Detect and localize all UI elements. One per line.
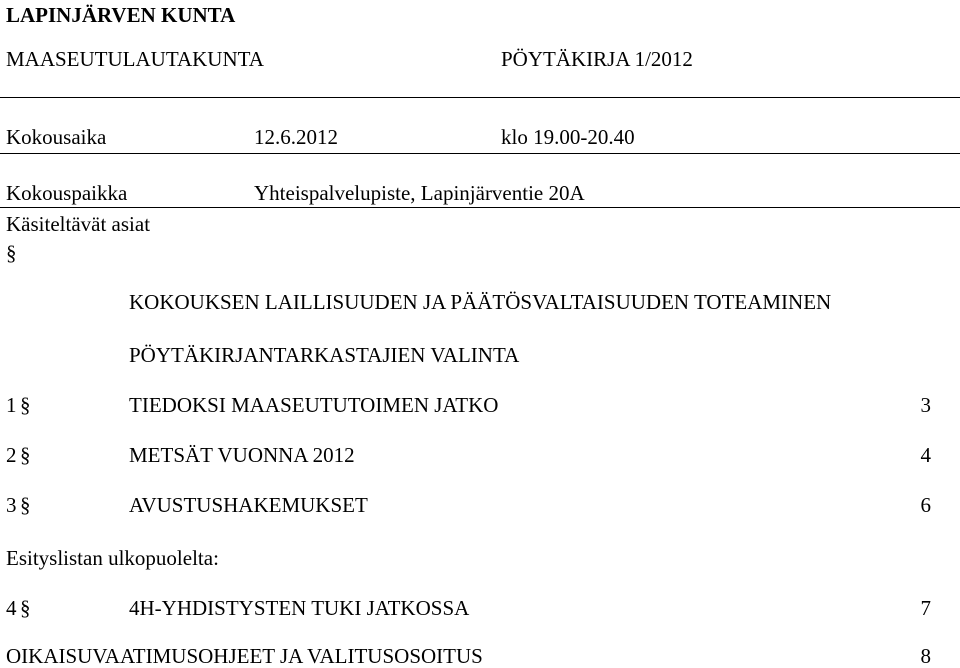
appeal-page: 8: [920, 644, 931, 668]
agenda-item-page: 3: [920, 393, 931, 417]
header-rule: [0, 97, 960, 98]
meeting-time-label: Kokousaika: [6, 125, 107, 149]
agenda-item-number: 4: [6, 596, 17, 620]
agenda-item-page: 7: [920, 596, 931, 620]
meeting-time: klo 19.00-20.40: [501, 125, 635, 149]
agenda-item-number: 2: [6, 443, 17, 467]
place-rule: [0, 207, 960, 208]
time-rule: [0, 153, 960, 154]
appeal-title: OIKAISUVAATIMUSOHJEET JA VALITUSOSOITUS: [6, 644, 483, 668]
agenda-item-number: 1: [6, 393, 17, 417]
meeting-date: 12.6.2012: [254, 125, 338, 149]
meeting-place: Yhteispalvelupiste, Lapinjärventie 20A: [254, 181, 585, 205]
agenda-opening-item: PÖYTÄKIRJANTARKASTAJIEN VALINTA: [129, 343, 520, 367]
agenda-item-page: 4: [920, 443, 931, 467]
agenda-opening-item: KOKOUKSEN LAILLISUUDEN JA PÄÄTÖSVALTAISUUDEN TOTEAMINEN: [129, 290, 832, 314]
section-sign: §: [20, 493, 31, 517]
agenda-item-title: TIEDOKSI MAASEUTUTOIMEN JATKO: [129, 393, 499, 417]
section-sign-header: §: [6, 241, 17, 265]
matters-label: Käsiteltävät asiat: [6, 212, 151, 236]
agenda-item-title: AVUSTUSHAKEMUKSET: [129, 493, 368, 517]
section-sign: §: [20, 443, 31, 467]
agenda-item-title: 4H-YHDISTYSTEN TUKI JATKOSSA: [129, 596, 470, 620]
section-sign: §: [20, 596, 31, 620]
municipality-title: LAPINJÄRVEN KUNTA: [6, 3, 236, 27]
meeting-place-label: Kokouspaikka: [6, 181, 128, 205]
section-sign: §: [20, 393, 31, 417]
outside-agenda-label: Esityslistan ulkopuolelta:: [6, 546, 219, 570]
agenda-item-number: 3: [6, 493, 17, 517]
minutes-number: PÖYTÄKIRJA 1/2012: [501, 47, 693, 71]
agenda-item-title: METSÄT VUONNA 2012: [129, 443, 355, 467]
board-name: MAASEUTULAUTAKUNTA: [6, 47, 264, 71]
agenda-item-page: 6: [920, 493, 931, 517]
